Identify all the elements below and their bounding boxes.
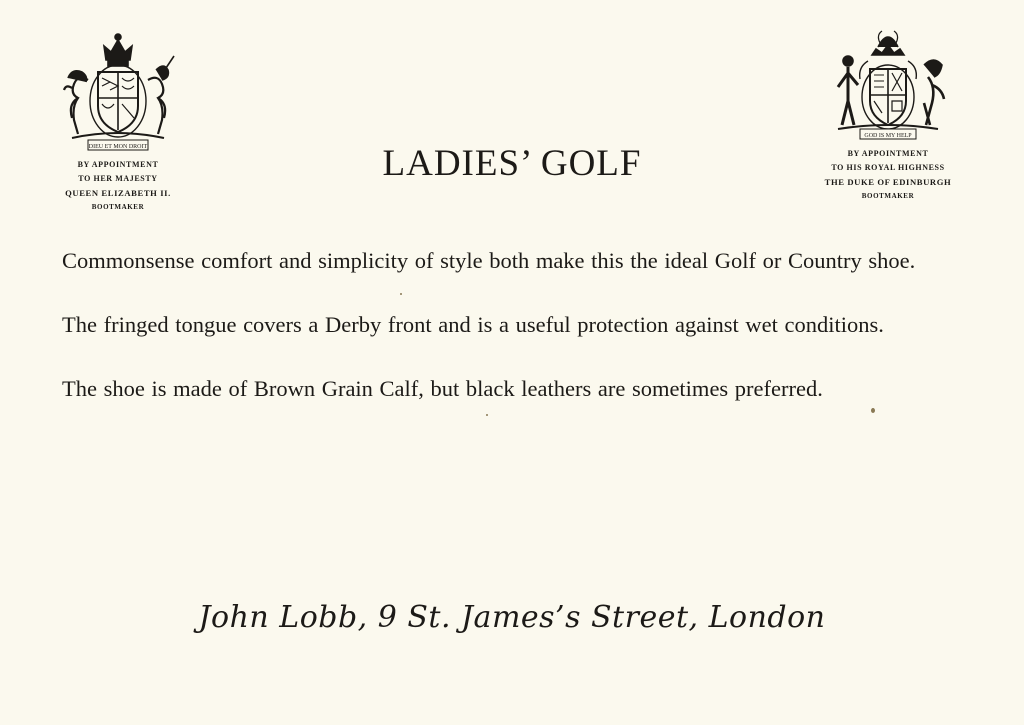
warrant-left-line3: QUEEN ELIZABETH II. xyxy=(65,188,171,198)
warrant-left-line1: BY APPOINTMENT xyxy=(77,160,159,169)
crest-motto-right: GOD IS MY HELP xyxy=(864,133,912,139)
paper-speck xyxy=(400,293,402,295)
paper-speck xyxy=(486,414,488,416)
warrant-left-line4: BOOTMAKER xyxy=(91,203,145,211)
duke-of-edinburgh-arms-icon xyxy=(828,25,948,143)
royal-coat-of-arms-icon xyxy=(58,30,178,154)
page-title: LADIES’ GOLF xyxy=(382,143,642,184)
warrant-right-line4: BOOTMAKER xyxy=(861,192,915,200)
warrant-right-line2: TO HIS ROYAL HIGHNESS xyxy=(831,163,945,172)
paper-speck xyxy=(871,408,875,413)
body-text xyxy=(62,240,960,432)
paragraph-tongue: The fringed tongue covers a Derby front and is a useful protection against wet conditions. xyxy=(62,312,884,337)
warrant-left-line2: TO HER MAJESTY xyxy=(78,174,158,183)
signature-address: John Lobb, 9 St. James’s Street, London xyxy=(198,600,826,635)
crest-motto-left: DIEU ET MON DROIT xyxy=(88,144,148,150)
royal-warrant-left xyxy=(48,30,188,214)
warrant-right-line1: BY APPOINTMENT xyxy=(847,149,929,158)
warrant-right-line3: THE DUKE OF EDINBURGH xyxy=(824,177,952,187)
paragraph-leather: The shoe is made of Brown Grain Calf, but black leathers are sometimes preferred. xyxy=(62,376,823,401)
royal-warrant-right xyxy=(808,25,968,203)
paragraph-comfort: Commonsense comfort and simplicity of style both make this the ideal Golf or Country shoe. xyxy=(62,248,916,273)
